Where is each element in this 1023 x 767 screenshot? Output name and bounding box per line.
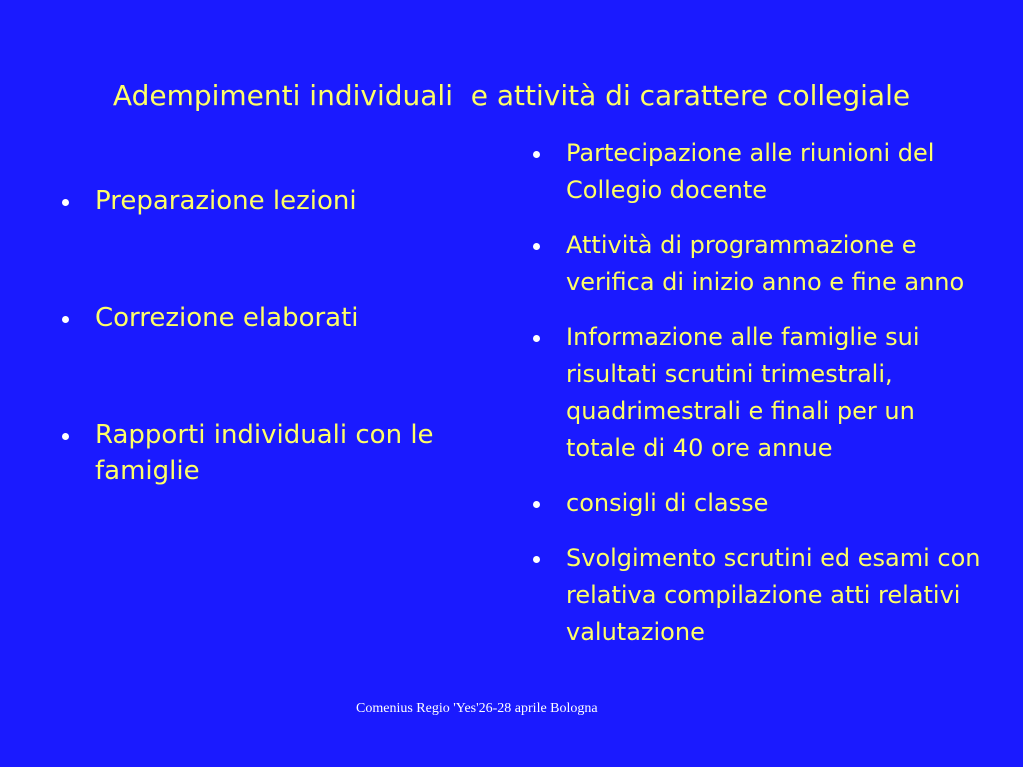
list-item (533, 485, 983, 522)
list-item-text: Partecipazione alle riunioni del Collegio docente (566, 139, 935, 204)
slide-footer: Comenius Regio 'Yes'26-28 aprile Bologna (356, 701, 598, 716)
list-item-text: Informazione alle famiglie sui risultati scrutini trimestrali, quadrimestrali e finali per un totale di 40 ore annue (566, 323, 920, 462)
bullet-icon (533, 335, 540, 342)
right-bullet-list (533, 135, 983, 669)
bullet-icon (533, 243, 540, 250)
list-item (533, 227, 983, 301)
bullet-icon (62, 199, 69, 206)
list-item-text: Preparazione lezioni (95, 186, 357, 216)
list-item (533, 135, 983, 209)
list-item (62, 300, 482, 336)
list-item (533, 540, 983, 651)
list-item-text: consigli di classe (566, 489, 769, 517)
list-item-text: Attività di programmazione e verifica di inizio anno e fine anno (566, 231, 965, 296)
bullet-icon (533, 501, 540, 508)
list-item (533, 319, 983, 467)
list-item-text: Svolgimento scrutini ed esami con relativa compilazione atti relativi valutazione (566, 544, 981, 646)
list-item-text: Correzione elaborati (95, 303, 359, 333)
bullet-icon (62, 433, 69, 440)
list-item (62, 417, 482, 489)
list-item (62, 183, 482, 219)
bullet-icon (62, 316, 69, 323)
left-bullet-list (62, 183, 482, 570)
list-item-text: Rapporti individuali con le famiglie (95, 420, 434, 486)
bullet-icon (533, 556, 540, 563)
bullet-icon (533, 151, 540, 158)
slide-title: Adempimenti individuali e attività di carattere collegiale (112, 79, 911, 112)
